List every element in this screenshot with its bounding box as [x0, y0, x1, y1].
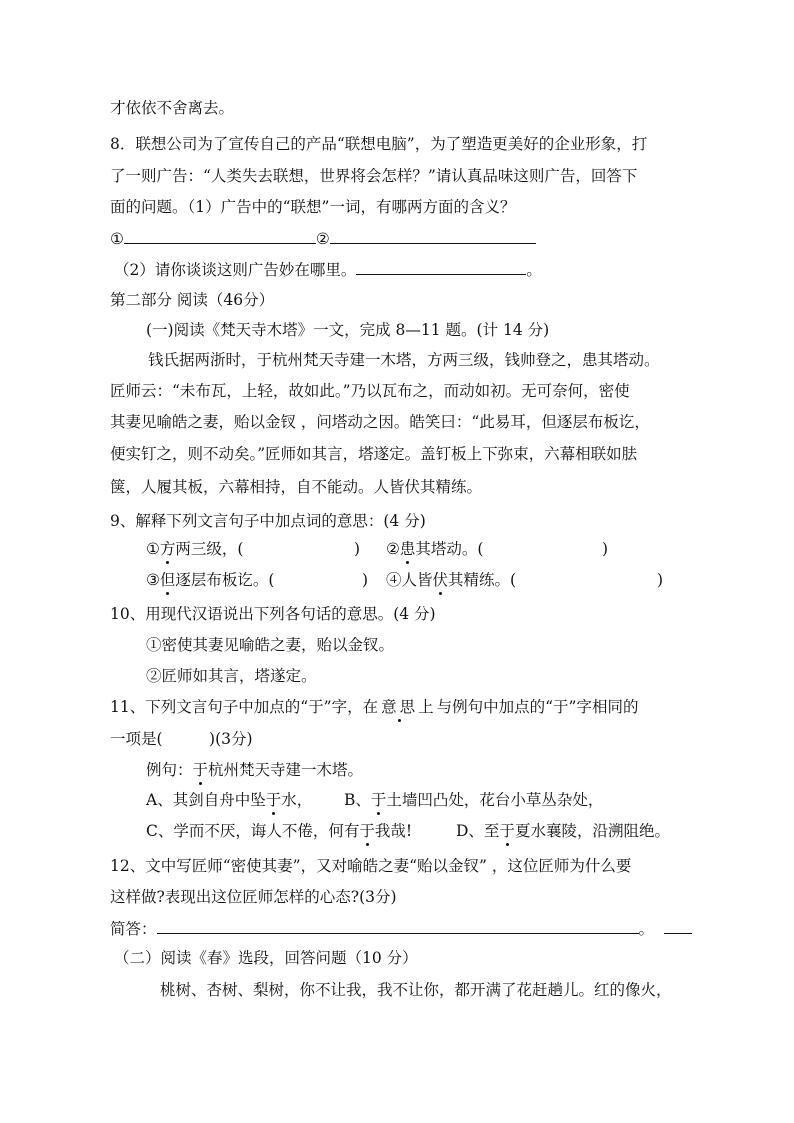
- question-8-line-3: 面的问题。（1）广告中的“联想”一词，有哪两方面的含义？: [110, 198, 516, 216]
- dotted-word: 方: [159, 540, 176, 558]
- item-text: 两三级，(: [175, 540, 244, 558]
- period: 。: [638, 920, 655, 938]
- text: 例句：: [146, 761, 193, 779]
- dotted-word: 患: [399, 540, 416, 558]
- question-8-part-2-text: （2）请你谈谈这则广告妙在哪里。: [114, 261, 357, 279]
- text: 杭州梵天寺建一木塔。: [208, 761, 364, 779]
- question-9-item-1: [146, 539, 243, 559]
- question-9-item-3: [146, 570, 274, 590]
- short-answer-line: [110, 918, 692, 939]
- text: C、学而不厌，诲人不倦，何有: [146, 822, 360, 840]
- item-text: ④人皆: [386, 571, 433, 589]
- circled-1: ①: [110, 230, 124, 248]
- text: A、其剑自舟中坠: [146, 791, 266, 809]
- question-8-part-2: [114, 259, 542, 280]
- question-12-line-2: 这样做?表现出这位匠师怎样的心态?(3分): [110, 888, 397, 906]
- passage-line-4: 便实钉之，则不动矣。”匠师如其言，塔遂定。盖钉板上下弥束，六幕相联如胠: [110, 445, 638, 463]
- circled-1: ①: [146, 540, 160, 558]
- text: B、: [344, 791, 371, 809]
- close-paren: ): [602, 540, 609, 558]
- question-10-item-2: ②匠师如其言，塔遂定。: [146, 667, 317, 685]
- text: 我哉!: [374, 822, 413, 840]
- item-text: 其精练。(: [448, 571, 517, 589]
- section-heading: 第二部分 阅读（46分）: [110, 291, 275, 309]
- item-text: 逐层布板讫。(: [175, 571, 275, 589]
- close-paren: ): [362, 571, 369, 589]
- passage-line-5: 箧，人履其板，六幕相持，自不能动。人皆伏其精练。: [110, 478, 483, 496]
- option-c[interactable]: [146, 821, 412, 841]
- question-10-item-1: ①密使其妻见喻皓之妻，贻以金钗。: [146, 636, 395, 654]
- question-9: 9、解释下列文言句子中加点词的意思：(4 分): [110, 512, 426, 530]
- question-9-item-2: [386, 539, 483, 559]
- question-11-line-1: [110, 697, 638, 717]
- question-8-line-2: 了一则广告：“人类失去联想，世界将会怎样？”请认真品味这则广告，回答下: [110, 167, 638, 185]
- dotted-word: 伏: [432, 571, 449, 589]
- option-b[interactable]: [344, 790, 603, 810]
- answer-blank-3[interactable]: [356, 259, 526, 275]
- item-text: 其塔动。(: [415, 540, 484, 558]
- dotted-word: 但: [159, 571, 176, 589]
- close-paren: ): [354, 540, 361, 558]
- question-11-line-2: 一项是( )(3分): [110, 730, 253, 748]
- question-8-answer-line: [110, 228, 536, 249]
- text: 水，: [281, 791, 313, 809]
- answer-blank-2[interactable]: [330, 228, 536, 244]
- question-9-item-4: [386, 570, 516, 590]
- dotted-word: 于: [370, 791, 387, 809]
- reading-1-heading: (一)阅读《梵天寺木塔》一文，完成 8—11 题。(计 14 分): [146, 321, 550, 339]
- answer-label: 简答：: [110, 920, 157, 938]
- circled-2: ②: [386, 540, 400, 558]
- text: D、至: [456, 822, 500, 840]
- period: 。: [526, 261, 542, 279]
- text: 夏水襄陵，沿溯阻绝。: [514, 822, 670, 840]
- passage-line-2: 匠师云：“未布瓦，上轻，故如此。”乃以瓦布之，而动如初。无可奈何，密使: [110, 382, 630, 400]
- option-a[interactable]: [146, 790, 312, 810]
- circled-2: ②: [315, 230, 330, 248]
- dotted-word: 于: [359, 822, 375, 840]
- text: 与例句中加点的“于”字相同的: [436, 698, 639, 716]
- circled-3: ③: [146, 571, 160, 589]
- question-10: 10、用现代汉语说出下列各句话的意思。(4 分): [110, 605, 436, 623]
- trailing-underline: [664, 918, 692, 934]
- text: 11、下列文言句子中加点的“于”字，: [110, 698, 363, 716]
- dotted-word: 于: [192, 761, 209, 779]
- dotted-phrase: 在意思上: [362, 698, 437, 716]
- dotted-word: 于: [265, 791, 282, 809]
- close-paren: ): [657, 571, 664, 589]
- dotted-word: 于: [499, 822, 515, 840]
- option-d[interactable]: [456, 821, 670, 841]
- text: 土墙凹凸处，花台小草丛杂处，: [386, 791, 604, 809]
- question-8-line-1: 8．联想公司为了宣传自己的产品“联想电脑”，为了塑造更美好的企业形象，打: [110, 135, 648, 153]
- text-line: 才依依不舍离去。: [110, 99, 235, 117]
- spring-passage-line-1: 桃树、杏树、梨树，你不让我，我不让你，都开满了花赶趟儿。红的像火，: [160, 981, 672, 999]
- passage-line-1: 钱氏据两浙时，于杭州梵天寺建一木塔，方两三级，钱帅登之，患其塔动。: [148, 351, 660, 369]
- answer-blank-1[interactable]: [124, 228, 316, 244]
- passage-line-3: 其妻见喻皓之妻，贻以金钗 ，问塔动之因。皓笑曰：“此易耳，但逐层布板讫，: [110, 413, 650, 431]
- question-12-line-1: 12、文中写匠师“密使其妻”，又对喻皓之妻“贻以金钗” ，这位匠师为什么要: [110, 857, 632, 875]
- example-sentence: [146, 760, 363, 780]
- reading-2-heading: （二）阅读《春》选段，回答问题（10 分）: [114, 949, 418, 967]
- answer-blank-4[interactable]: [157, 918, 639, 934]
